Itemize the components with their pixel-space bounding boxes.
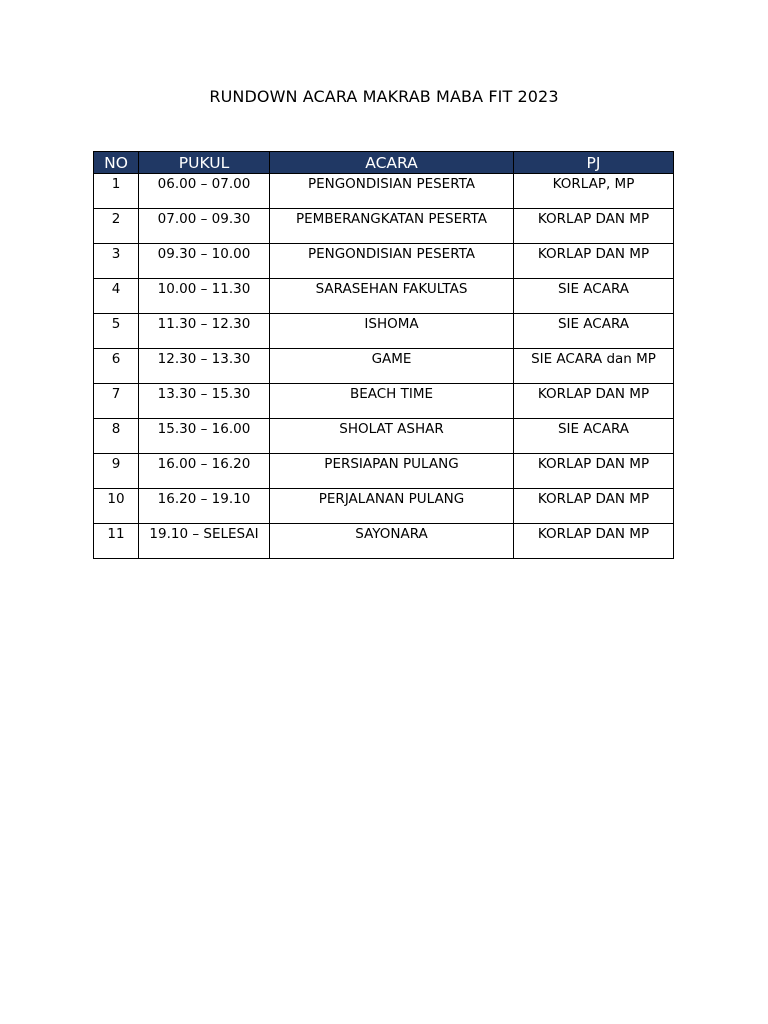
cell-acara: PEMBERANGKATAN PESERTA xyxy=(270,209,514,244)
cell-no: 6 xyxy=(94,349,139,384)
table-row xyxy=(94,384,674,419)
cell-no: 4 xyxy=(94,279,139,314)
header-acara: ACARA xyxy=(270,152,514,174)
table-row xyxy=(94,174,674,209)
cell-no: 2 xyxy=(94,209,139,244)
table-row xyxy=(94,524,674,559)
header-no: NO xyxy=(94,152,139,174)
cell-pj: KORLAP DAN MP xyxy=(514,209,674,244)
cell-pukul: 06.00 – 07.00 xyxy=(139,174,270,209)
cell-acara: SAYONARA xyxy=(270,524,514,559)
cell-pukul: 16.20 – 19.10 xyxy=(139,489,270,524)
cell-pukul: 07.00 – 09.30 xyxy=(139,209,270,244)
cell-acara: PENGONDISIAN PESERTA xyxy=(270,174,514,209)
cell-pj: KORLAP DAN MP xyxy=(514,524,674,559)
cell-pukul: 09.30 – 10.00 xyxy=(139,244,270,279)
table-row xyxy=(94,419,674,454)
cell-pj: SIE ACARA xyxy=(514,279,674,314)
cell-no: 5 xyxy=(94,314,139,349)
cell-acara: GAME xyxy=(270,349,514,384)
cell-pj: SIE ACARA xyxy=(514,314,674,349)
header-row xyxy=(94,152,674,174)
cell-no: 8 xyxy=(94,419,139,454)
table-row xyxy=(94,349,674,384)
table-row xyxy=(94,454,674,489)
cell-pukul: 10.00 – 11.30 xyxy=(139,279,270,314)
cell-pj: KORLAP DAN MP xyxy=(514,454,674,489)
document-title: RUNDOWN ACARA MAKRAB MABA FIT 2023 xyxy=(209,87,559,106)
cell-no: 9 xyxy=(94,454,139,489)
table-row xyxy=(94,244,674,279)
cell-pukul: 19.10 – SELESAI xyxy=(139,524,270,559)
table-body xyxy=(94,174,674,559)
cell-no: 1 xyxy=(94,174,139,209)
cell-no: 7 xyxy=(94,384,139,419)
cell-no: 10 xyxy=(94,489,139,524)
cell-pj: KORLAP DAN MP xyxy=(514,384,674,419)
table-row xyxy=(94,279,674,314)
table-row xyxy=(94,489,674,524)
cell-pj: SIE ACARA dan MP xyxy=(514,349,674,384)
header-pj: PJ xyxy=(514,152,674,174)
cell-acara: PERJALANAN PULANG xyxy=(270,489,514,524)
cell-no: 11 xyxy=(94,524,139,559)
cell-acara: ISHOMA xyxy=(270,314,514,349)
cell-pj: KORLAP DAN MP xyxy=(514,244,674,279)
cell-no: 3 xyxy=(94,244,139,279)
cell-pukul: 12.30 – 13.30 xyxy=(139,349,270,384)
cell-acara: SHOLAT ASHAR xyxy=(270,419,514,454)
table-header xyxy=(94,152,674,174)
cell-pj: KORLAP, MP xyxy=(514,174,674,209)
rundown-table xyxy=(93,151,674,559)
table-row xyxy=(94,314,674,349)
cell-acara: SARASEHAN FAKULTAS xyxy=(270,279,514,314)
cell-pukul: 15.30 – 16.00 xyxy=(139,419,270,454)
cell-acara: PENGONDISIAN PESERTA xyxy=(270,244,514,279)
table-row xyxy=(94,209,674,244)
cell-acara: BEACH TIME xyxy=(270,384,514,419)
cell-pj: KORLAP DAN MP xyxy=(514,489,674,524)
cell-pukul: 11.30 – 12.30 xyxy=(139,314,270,349)
cell-pj: SIE ACARA xyxy=(514,419,674,454)
cell-pukul: 16.00 – 16.20 xyxy=(139,454,270,489)
cell-acara: PERSIAPAN PULANG xyxy=(270,454,514,489)
header-pukul: PUKUL xyxy=(139,152,270,174)
cell-pukul: 13.30 – 15.30 xyxy=(139,384,270,419)
